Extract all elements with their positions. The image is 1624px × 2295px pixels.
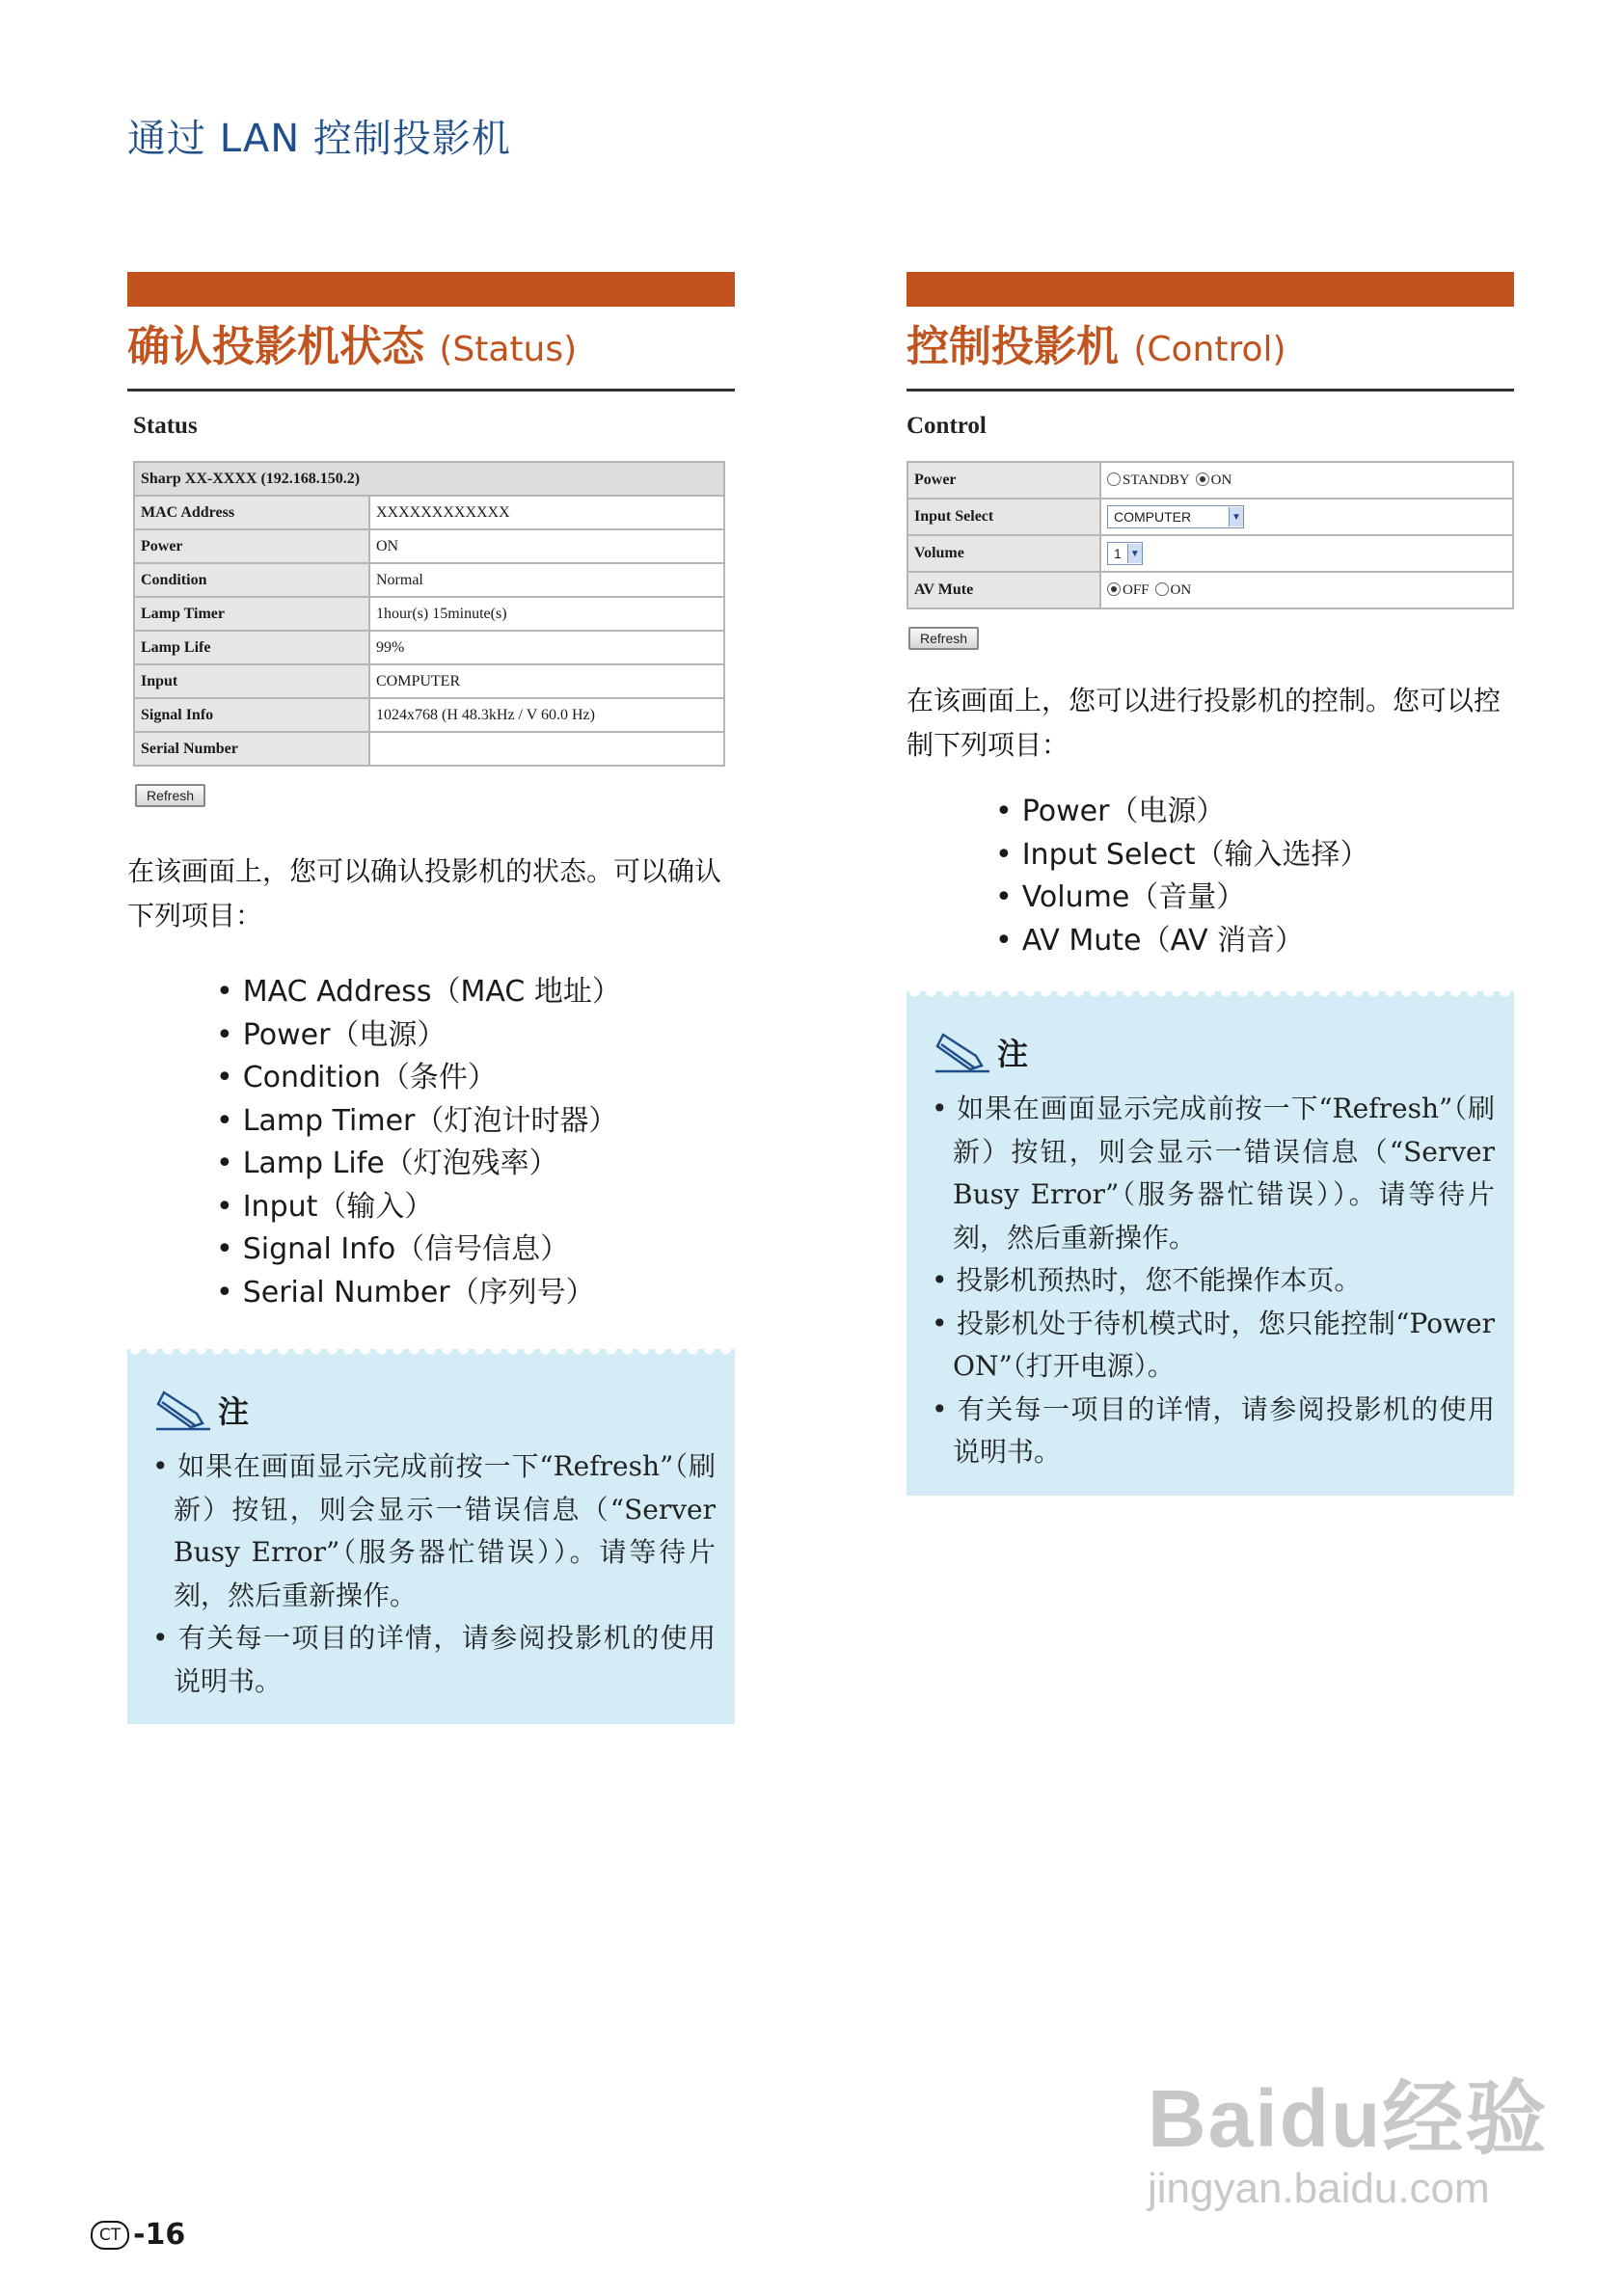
list-item: • Power（电源）: [216, 1014, 735, 1058]
note-heading: [152, 1388, 716, 1432]
radio-label: ON: [1170, 582, 1192, 598]
row-value: 1024x768 (H 48.3kHz / V 60.0 Hz): [369, 698, 724, 732]
control-title-cn: 控制投影机: [907, 322, 1119, 371]
note-item: • 如果在画面显示完成前按一下“Refresh”（刷新）按钮，则会显示一错误信息（“Server Busy Error”（服务器忙错误））。请等待片刻，然后重新操作。: [932, 1088, 1495, 1259]
status-web-screenshot: [127, 413, 735, 807]
list-item: • Input Select（输入选择）: [995, 834, 1514, 878]
control-item-list: [995, 791, 1514, 962]
row-key: Volume: [907, 535, 1100, 572]
pencil-icon: [932, 1031, 993, 1073]
status-paragraph: 在该画面上，您可以确认投影机的状态。可以确认下列项目：: [127, 855, 722, 932]
row-key: Power: [907, 462, 1100, 499]
status-refresh-button[interactable]: Refresh: [135, 784, 205, 807]
list-item: • Lamp Timer（灯泡计时器）: [216, 1100, 735, 1144]
list-item: • Signal Info（信号信息）: [216, 1228, 735, 1272]
list-item: • Lamp Life（灯泡残率）: [216, 1143, 735, 1186]
power-standby-radio[interactable]: [1107, 472, 1121, 486]
status-table-caption: Sharp XX-XXXX (192.168.150.2): [134, 462, 724, 496]
table-row: [134, 698, 724, 732]
watermark-logo-text: Baidu经验: [1148, 2073, 1549, 2164]
avmute-radio-group: [1100, 572, 1513, 608]
section-accent-bar: [127, 272, 735, 307]
note-item: • 投影机预热时，您不能操作本页。: [932, 1259, 1495, 1303]
note-item: • 如果在画面显示完成前按一下“Refresh”（刷新）按钮，则会显示一错误信息（“Server Busy Error”（服务器忙错误））。请等待片刻，然后重新操作。: [152, 1445, 716, 1617]
status-table: [133, 461, 725, 767]
control-note-box: [907, 991, 1514, 1496]
control-section-title: [907, 320, 1514, 377]
table-row: [907, 499, 1513, 535]
status-title-cn: 确认投影机状态: [127, 322, 424, 371]
table-row: [134, 529, 724, 563]
input-select-dropdown[interactable]: [1107, 505, 1244, 528]
chevron-down-icon: ▼: [1229, 507, 1243, 526]
row-value: XXXXXXXXXXXX: [369, 496, 724, 529]
list-item: • Volume（音量）: [995, 877, 1514, 920]
power-on-radio[interactable]: [1196, 472, 1209, 486]
row-value: 1hour(s) 15minute(s): [369, 597, 724, 631]
radio-label: STANDBY: [1123, 472, 1190, 488]
row-key: Input Select: [907, 499, 1100, 535]
list-item: • Power（电源）: [995, 791, 1514, 834]
note-item: • 投影机处于待机模式时，您只能控制“Power ON”（打开电源）。: [932, 1303, 1495, 1389]
row-value: 99%: [369, 631, 724, 664]
row-key: Input: [134, 664, 369, 698]
row-key: Power: [134, 529, 369, 563]
section-divider: [907, 389, 1514, 392]
table-row: [134, 664, 724, 698]
note-list: [152, 1445, 716, 1703]
row-key: Condition: [134, 563, 369, 597]
list-item: • Input（输入）: [216, 1186, 735, 1229]
control-title-en: (Control): [1133, 330, 1286, 369]
control-refresh-button[interactable]: Refresh: [908, 627, 979, 650]
table-row: [134, 732, 724, 766]
table-row: [134, 597, 724, 631]
status-section-title: [127, 320, 735, 377]
note-heading-text: 注: [218, 1393, 250, 1430]
page-footer: [91, 2218, 185, 2252]
table-row: [907, 572, 1513, 608]
row-value: ON: [369, 529, 724, 563]
row-key: Signal Info: [134, 698, 369, 732]
section-accent-bar: [907, 272, 1514, 307]
page-header-title: 通过 LAN 控制投影机: [127, 117, 511, 161]
section-divider: [127, 389, 735, 392]
table-row: [907, 535, 1513, 572]
row-value: COMPUTER: [369, 664, 724, 698]
table-row: [134, 631, 724, 664]
note-heading: [932, 1030, 1495, 1074]
status-item-list: [216, 971, 735, 1314]
avmute-off-radio[interactable]: [1107, 582, 1121, 596]
note-item: • 有关每一项目的详情，请参阅投影机的使用说明书。: [932, 1389, 1495, 1474]
control-section: [907, 272, 1514, 1496]
select-value: COMPUTER: [1114, 509, 1192, 525]
row-value: Normal: [369, 563, 724, 597]
row-key: Serial Number: [134, 732, 369, 766]
table-row: [134, 563, 724, 597]
list-item: • MAC Address（MAC 地址）: [216, 971, 735, 1014]
status-title-en: (Status): [439, 330, 578, 369]
watermark-url: jingyan.baidu.com: [1148, 2165, 1490, 2212]
radio-label: ON: [1210, 472, 1232, 488]
note-list: [932, 1088, 1495, 1474]
region-badge: CT: [91, 2221, 129, 2250]
note-heading-text: 注: [997, 1036, 1029, 1072]
chevron-down-icon: ▼: [1127, 544, 1142, 563]
volume-select-dropdown[interactable]: [1107, 542, 1143, 565]
control-web-heading: Control: [907, 413, 987, 439]
status-section: [127, 272, 735, 1724]
pencil-icon: [152, 1389, 214, 1431]
page-number: -16: [133, 2218, 186, 2252]
row-key: Lamp Life: [134, 631, 369, 664]
control-paragraph: 在该画面上，您可以进行投影机的控制。您可以控制下列项目：: [907, 685, 1502, 761]
note-item: • 有关每一项目的详情，请参阅投影机的使用说明书。: [152, 1617, 716, 1703]
row-key: AV Mute: [907, 572, 1100, 608]
list-item: • AV Mute（AV 消音）: [995, 920, 1514, 963]
list-item: • Condition（条件）: [216, 1057, 735, 1100]
power-radio-group: [1100, 462, 1513, 499]
row-value: [369, 732, 724, 766]
table-row: [134, 496, 724, 529]
row-key: MAC Address: [134, 496, 369, 529]
status-web-heading: Status: [133, 413, 198, 439]
list-item: • Serial Number（序列号）: [216, 1272, 735, 1315]
control-web-screenshot: [907, 413, 1514, 650]
status-note-box: [127, 1349, 735, 1724]
row-key: Lamp Timer: [134, 597, 369, 631]
select-value: 1: [1114, 546, 1122, 561]
table-row: [907, 462, 1513, 499]
avmute-on-radio[interactable]: [1155, 582, 1169, 596]
baidu-watermark: [1148, 2054, 1548, 2213]
control-table: [907, 461, 1514, 609]
radio-label: OFF: [1123, 582, 1150, 598]
